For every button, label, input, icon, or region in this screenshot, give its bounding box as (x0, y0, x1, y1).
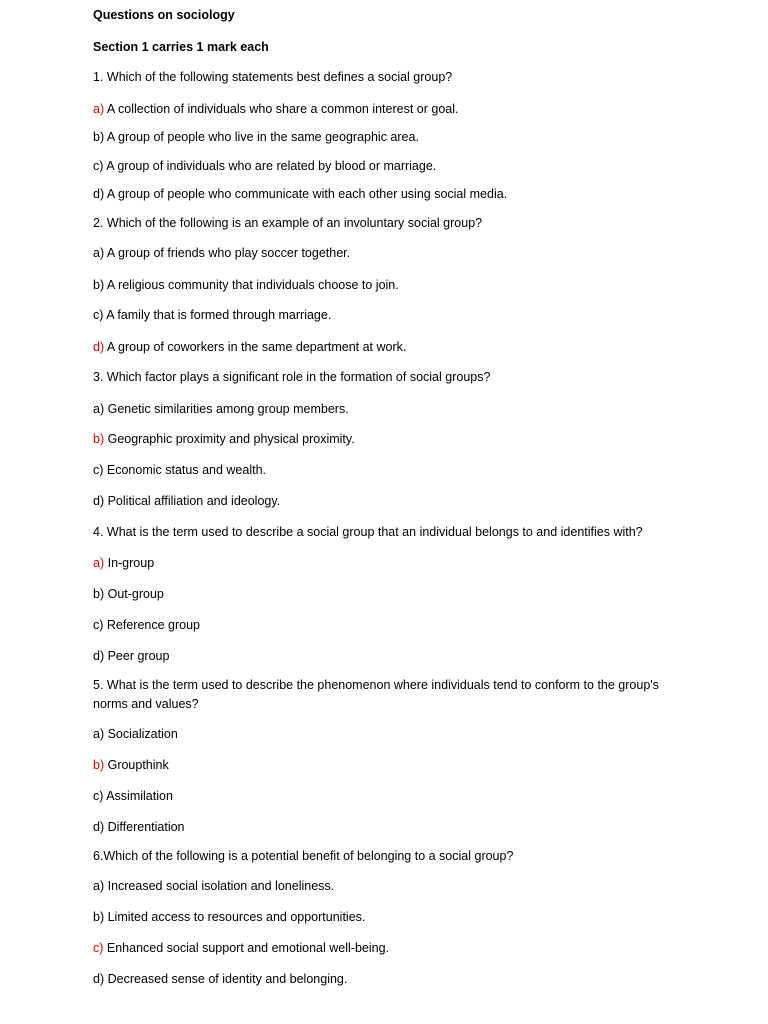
option-6a (93, 877, 683, 896)
option-letter: a) (93, 556, 105, 570)
option-3d (93, 492, 683, 511)
option-letter: d) (93, 187, 105, 201)
option-5a (93, 725, 683, 744)
option-text: Socialization (104, 727, 178, 741)
option-text: Groupthink (104, 758, 169, 772)
option-3c (93, 461, 683, 480)
option-4b (93, 585, 683, 604)
option-letter: b) (93, 278, 105, 292)
option-text: Decreased sense of identity and belonging. (104, 972, 348, 986)
option-letter: b) (93, 587, 105, 601)
option-text: A group of coworkers in the same department at work. (104, 340, 407, 354)
option-2b (93, 276, 683, 295)
option-6b (93, 908, 683, 927)
option-text: A group of friends who play soccer together. (104, 246, 351, 260)
option-letter: a) (93, 879, 105, 893)
question-5: 5. What is the term used to describe the phenomenon where individuals tend to conform to the group's norms and values? (93, 678, 659, 711)
option-letter: a) (93, 727, 105, 741)
question-4: 4. What is the term used to describe a social group that an individual belongs to and identifies with? (93, 525, 643, 539)
option-1a (93, 100, 683, 119)
option-letter: a) (93, 402, 105, 416)
option-1c (93, 157, 683, 176)
question-2: 2. Which of the following is an example of an involuntary social group? (93, 216, 483, 230)
option-letter: d) (93, 972, 105, 986)
option-text: Increased social isolation and loneliness. (104, 879, 335, 893)
question-6: 6.Which of the following is a potential benefit of belonging to a social group? (93, 849, 514, 863)
option-4d (93, 647, 683, 666)
option-letter: c) (93, 618, 104, 632)
option-text: Assimilation (103, 789, 173, 803)
option-text: Out-group (104, 587, 164, 601)
option-letter: d) (93, 820, 105, 834)
option-text: A family that is formed through marriage. (103, 308, 332, 322)
option-text: Genetic similarities among group members. (104, 402, 349, 416)
option-3b (93, 430, 683, 449)
option-2c (93, 306, 683, 325)
option-text: Geographic proximity and physical proximity. (104, 432, 355, 446)
option-6c (93, 939, 683, 958)
option-letter: d) (93, 649, 105, 663)
option-text: A collection of individuals who share a common interest or goal. (104, 102, 459, 116)
option-text: A group of individuals who are related by blood or marriage. (103, 159, 437, 173)
option-2d (93, 338, 683, 357)
option-letter: c) (93, 789, 104, 803)
option-3a (93, 400, 683, 419)
option-letter: b) (93, 432, 105, 446)
option-4a (93, 554, 683, 573)
option-1d (93, 185, 683, 204)
option-text: In-group (104, 556, 155, 570)
option-letter: b) (93, 130, 105, 144)
option-6d (93, 970, 683, 989)
option-text: Limited access to resources and opportunities. (104, 910, 366, 924)
option-text: Reference group (103, 618, 201, 632)
option-letter: b) (93, 758, 105, 772)
document-title: Questions on sociology (93, 8, 235, 22)
option-text: Enhanced social support and emotional well-being. (103, 941, 390, 955)
option-letter: c) (93, 941, 104, 955)
option-text: Economic status and wealth. (103, 463, 267, 477)
option-2a (93, 244, 683, 263)
option-text: Differentiation (104, 820, 185, 834)
option-text: Peer group (104, 649, 170, 663)
option-letter: c) (93, 308, 104, 322)
question-3: 3. Which factor plays a significant role in the formation of social groups? (93, 370, 491, 384)
option-letter: c) (93, 159, 104, 173)
option-text: Political affiliation and ideology. (104, 494, 281, 508)
option-letter: a) (93, 246, 105, 260)
option-letter: c) (93, 463, 104, 477)
option-text: A group of people who live in the same geographic area. (104, 130, 419, 144)
option-5c (93, 787, 683, 806)
option-letter: b) (93, 910, 105, 924)
question-1: 1. Which of the following statements best defines a social group? (93, 70, 453, 84)
option-letter: d) (93, 340, 105, 354)
option-text: A religious community that individuals choose to join. (104, 278, 399, 292)
option-letter: a) (93, 102, 105, 116)
option-5d (93, 818, 683, 837)
section-heading: Section 1 carries 1 mark each (93, 40, 269, 54)
option-letter: d) (93, 494, 105, 508)
option-5b (93, 756, 683, 775)
option-text: A group of people who communicate with each other using social media. (104, 187, 508, 201)
option-4c (93, 616, 683, 635)
option-1b (93, 128, 683, 147)
